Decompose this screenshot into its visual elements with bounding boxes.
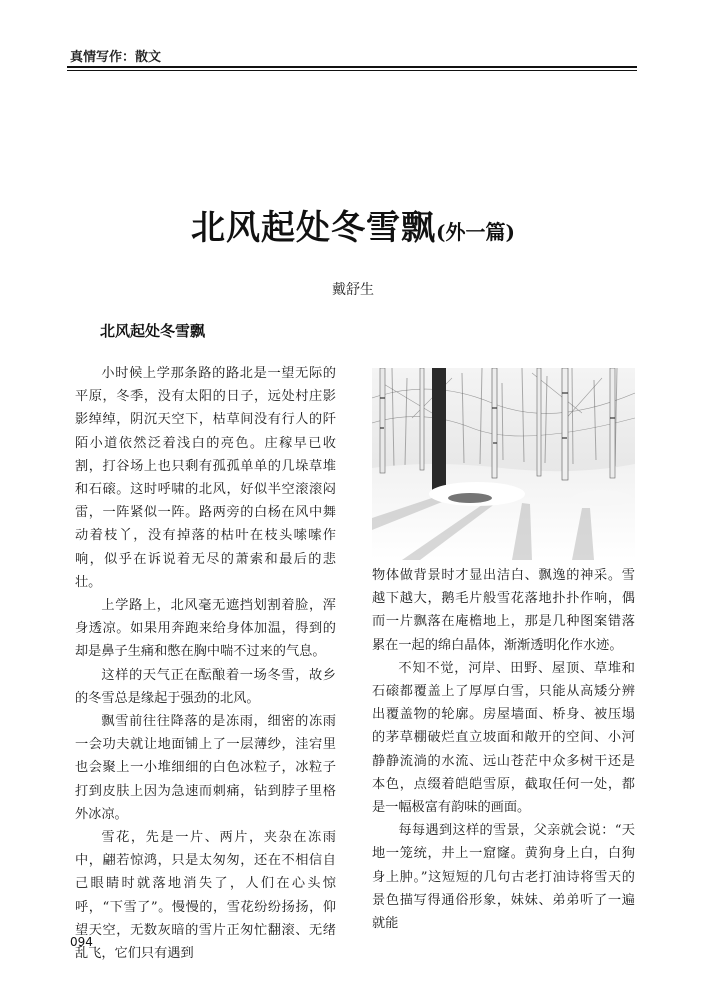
paragraph: 这样的天气正在酝酿着一场冬雪，故乡的冬雪总是缘起于强劲的北风。 [75,667,336,706]
author-name: 戴舒生 [332,282,374,298]
paragraph-continued: 物体做背景时才显出洁白、飘逸的神采。雪越下越大，鹅毛片般雪花落地扑扑作响，偶而一片飘落在庵檐地上，那是几种图案错落累在一起的绵白晶体，渐渐透明化作水迹。 [372,568,635,653]
section-heading: 北风起处冬雪飘 [100,322,206,340]
paragraph: 每每遇到这样的雪景，父亲就会说：“天地一笼统，井上一窟窿。黄狗身上白，白狗身上肿。”这短短的几句古老打油诗将雪天的景色描写得通俗形象，妹妹、弟弟听了一遍就能 [372,823,635,932]
article-title-sub: (外一篇) [436,220,515,244]
paragraph: 不知不觉，河岸、田野、屋顶、草堆和石磙都覆盖上了厚厚白雪，只能从高矮分辨出覆盖物的轮廓。房屋墙面、桥身、被压塌的茅草棚破烂直立坡面和敞开的空间、小河静静流淌的水流、远山苍茫中众多树干还是本色，点缀着皑皑雪原，截取任何一处，都是一幅极富有韵味的画面。 [372,660,635,816]
paragraph: 上学路上，北风毫无遮挡划割着脸，浑身透凉。如果用奔跑来给身体加温，得到的却是鼻子生痛和憋在胸中喘不过来的气息。 [75,598,336,660]
header-rule [67,66,637,68]
paragraph: 雪花，先是一片、两片，夹杂在冻雨中，翩若惊鸿，只是太匆匆，还在不相信自己眼睛时就落地消失了，人们在心头惊呼，“下雪了”。慢慢的，雪花纷纷扬扬，仰望天空，无数灰暗的雪片正匆忙翻滚、无绪乱飞，它们只有遇到 [75,830,336,962]
header-rule-thin [67,70,637,71]
article-title [0,200,706,249]
running-header: 真情写作：散文 [70,50,162,65]
right-column [372,564,635,935]
snowy-forest-photo [372,368,635,560]
paragraph: 飘雪前往往降落的是冻雨，细密的冻雨一会功夫就让地面铺上了一层薄纱，洼宕里也会聚上一小堆细细的白色冰粒子，冰粒子打到皮肤上因为急速而刺痛，钻到脖子里格外冰凉。 [75,714,336,822]
page-number: 094 [70,935,93,949]
paragraph: 小时候上学那条路的路北是一望无际的平原，冬季，没有太阳的日子，远处村庄影影绰绰，阴沉天空下，枯草间没有行人的阡陌小道依然泛着浅白的亮色。庄稼早已收割，打谷场上也只剩有孤孤单单的几垛草堆和石磙。这时呼啸的北风，好似半空滚滚闷雷，一阵紧似一阵。路两旁的白杨在风中舞动着枝丫，没有掉落的枯叶在枝头嗦嗦作响，似乎在诉说着无尽的萧索和最后的悲壮。 [75,366,336,590]
left-column [75,362,336,965]
article-title-main: 北风起处冬雪飘 [191,208,437,248]
